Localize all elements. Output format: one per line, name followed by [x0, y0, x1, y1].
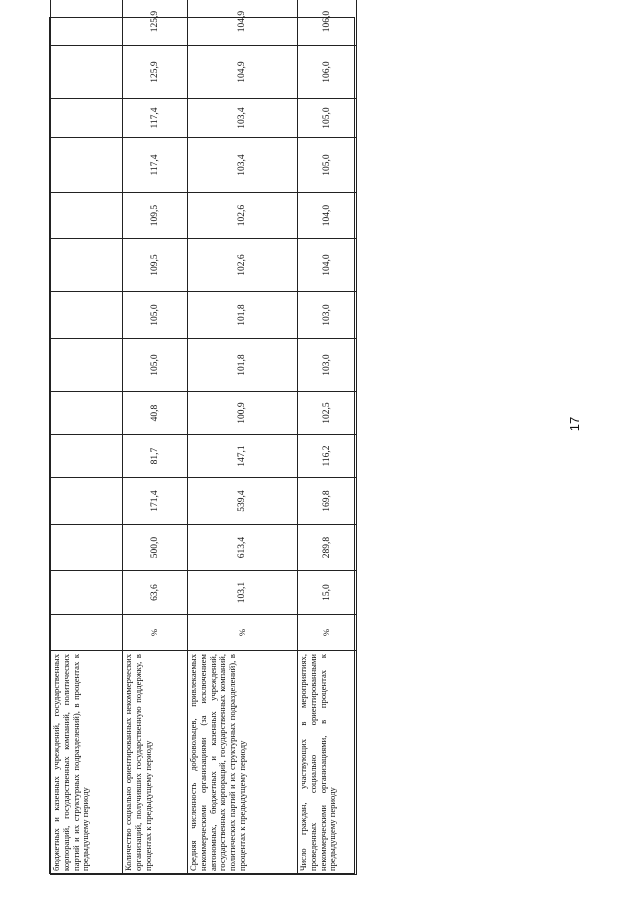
value-cell: 106,0	[298, 0, 357, 46]
value-cell	[51, 46, 123, 99]
value-cell: 539,4	[188, 478, 298, 525]
value-cell	[51, 571, 123, 615]
value-cell: 105,0	[123, 292, 188, 339]
value-cell: 103,1	[188, 571, 298, 615]
value-cell	[51, 138, 123, 193]
value-cell	[51, 292, 123, 339]
value-cell: 104,0	[298, 193, 357, 239]
value-cell: 104,0	[298, 239, 357, 292]
value-cell	[51, 525, 123, 571]
value-cell: 109,5	[123, 239, 188, 292]
value-cell: 106,0	[298, 46, 357, 99]
document-page	[49, 10, 355, 874]
value-cell: 101,8	[188, 292, 298, 339]
value-cell: 103,4	[188, 138, 298, 193]
value-cell	[51, 478, 123, 525]
value-cell: 117,4	[123, 99, 188, 138]
value-cell: 125,9	[123, 0, 188, 46]
table-row	[188, 0, 298, 875]
value-cell: 102,6	[188, 193, 298, 239]
unit-cell: %	[123, 615, 188, 651]
page-number: 17	[567, 416, 582, 432]
value-cell: 81,7	[123, 435, 188, 478]
value-cell: 169,8	[298, 478, 357, 525]
value-cell: 171,4	[123, 478, 188, 525]
value-cell: 147,1	[188, 435, 298, 478]
value-cell: 100,9	[188, 392, 298, 435]
value-cell	[51, 193, 123, 239]
indicator-name-cell: Число граждан, участвующих в мероприятиях, проведенных социально ориентированными некоммерческими организациями, в процентах к предыдущему периоду	[298, 651, 357, 875]
value-cell: 40,8	[123, 392, 188, 435]
value-cell: 105,0	[123, 339, 188, 392]
indicator-name-cell: Количество социально ориентированных некоммерческих организаций, получивших государственную поддержку, в процентах к предыдущему периоду	[123, 651, 188, 875]
value-cell: 101,8	[188, 339, 298, 392]
value-cell: 102,5	[298, 392, 357, 435]
value-cell: 102,6	[188, 239, 298, 292]
value-cell: 105,0	[298, 99, 357, 138]
table-body	[51, 0, 357, 875]
value-cell: 103,0	[298, 339, 357, 392]
rotated-table-wrapper	[50, 10, 356, 875]
indicator-name-cell: бюджетных и казенных учреждений, государственных корпораций, государственных компаний, политических партий и их структурных подразделений), в процентах к предыдущему периоду	[51, 651, 123, 875]
value-cell: 117,4	[123, 138, 188, 193]
value-cell	[51, 0, 123, 46]
unit-cell: %	[188, 615, 298, 651]
value-cell: 289,8	[298, 525, 357, 571]
value-cell: 125,9	[123, 46, 188, 99]
value-cell: 104,9	[188, 0, 298, 46]
value-cell	[51, 239, 123, 292]
table-row	[298, 0, 357, 875]
indicator-table	[50, 0, 357, 875]
value-cell	[51, 392, 123, 435]
unit-cell	[51, 615, 123, 651]
value-cell	[51, 339, 123, 392]
table-row	[123, 0, 188, 875]
value-cell: 104,9	[188, 46, 298, 99]
indicator-name-cell: Средняя численность добровольцев, привлекаемых некоммерческими организациями (за исключением автономных, бюджетных и казенных учреждений, государственных корпораций, государственных компаний, политических партий и их структурных подразделений), в процентах к предыдущему периоду	[188, 651, 298, 875]
value-cell: 103,0	[298, 292, 357, 339]
value-cell: 103,4	[188, 99, 298, 138]
value-cell	[51, 435, 123, 478]
value-cell: 109,5	[123, 193, 188, 239]
unit-cell: %	[298, 615, 357, 651]
value-cell: 105,0	[298, 138, 357, 193]
value-cell: 613,4	[188, 525, 298, 571]
table-row	[51, 0, 123, 875]
value-cell: 63,6	[123, 571, 188, 615]
value-cell: 500,0	[123, 525, 188, 571]
value-cell	[51, 99, 123, 138]
value-cell: 116,2	[298, 435, 357, 478]
value-cell: 15,0	[298, 571, 357, 615]
